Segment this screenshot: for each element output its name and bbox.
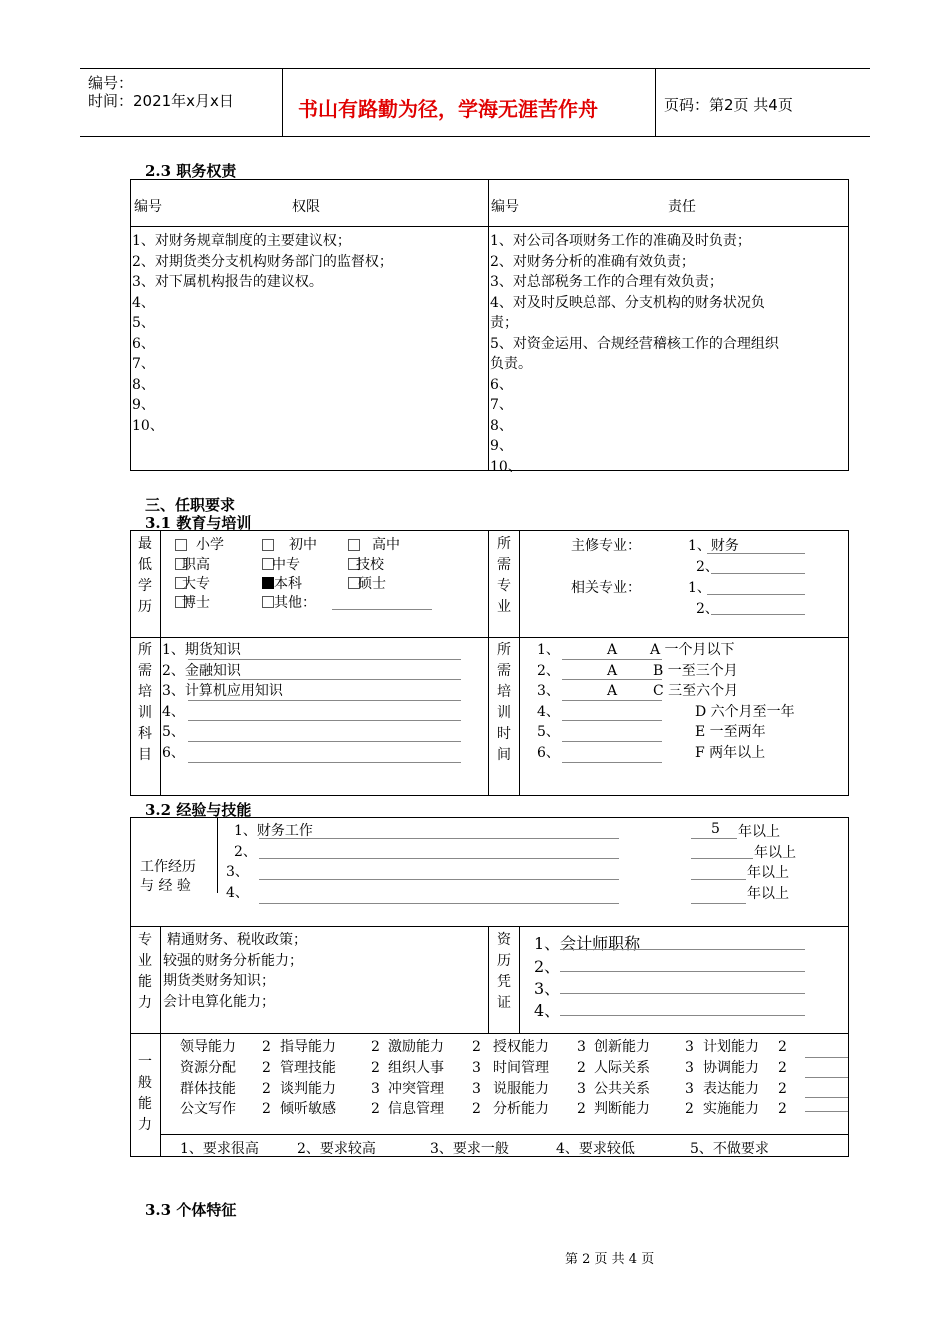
ability-name: 时间管理 — [493, 1059, 549, 1076]
list-item: 10、 — [490, 458, 522, 475]
option-master: 硕士 — [358, 576, 386, 592]
option-technical-secondary: 中专 — [272, 557, 300, 573]
work-label-divider — [217, 817, 218, 893]
general-ability-row — [180, 1079, 810, 1100]
ability-name: 指导能力 — [280, 1039, 336, 1055]
ability-name: 倾听敏感 — [280, 1101, 336, 1118]
related-major-label: 相关专业： — [571, 580, 641, 596]
checkbox-other[interactable] — [262, 596, 274, 608]
rights-table-header-rule — [130, 226, 849, 227]
work-item-line[interactable] — [259, 903, 619, 904]
checkbox-senior-high[interactable] — [348, 539, 360, 551]
ability-legend-1: 1、要求很高 — [180, 1141, 259, 1157]
rights-num-header: 编号 — [134, 199, 162, 215]
ability-level: 2 — [262, 1080, 271, 1097]
training-time-value — [562, 743, 662, 764]
duties-num-header: 编号 — [491, 199, 519, 215]
general-ability-row — [180, 1037, 810, 1058]
list-item: 5、 — [537, 724, 560, 741]
education-row-rule — [130, 637, 849, 638]
ability-name: 说服能力 — [493, 1080, 549, 1097]
list-item: 2、对期货类分支机构财务部门的监督权； — [132, 253, 393, 270]
ability-name: 激励能力 — [388, 1039, 444, 1055]
work-years-line[interactable] — [691, 903, 746, 904]
general-ability-row — [180, 1058, 810, 1079]
training-time-value: A — [606, 683, 618, 700]
list-item: 5、 — [132, 315, 155, 331]
option-bachelor: 本科 — [274, 576, 302, 592]
min-education-label: 最 低 学 历 — [138, 536, 152, 615]
main-major-label: 主修专业： — [571, 538, 641, 554]
related-major-2-line[interactable] — [711, 614, 805, 615]
work-years-line[interactable] — [691, 838, 737, 839]
option-senior-high: 高中 — [372, 537, 400, 553]
ability-name: 领导能力 — [180, 1039, 236, 1055]
ability-name: 群体技能 — [180, 1080, 236, 1097]
section-3-3-title: 3.3 个体特征 — [145, 1201, 237, 1219]
training-time-value: A — [606, 662, 618, 679]
work-item-line[interactable] — [259, 879, 619, 880]
work-years-suffix: 年以上 — [747, 865, 789, 881]
list-item: 期货类财务知识； — [163, 973, 275, 990]
ability-level: 2 — [371, 1059, 380, 1076]
rights-header: 权限 — [292, 199, 320, 215]
ability-level: 3 — [685, 1039, 694, 1055]
ability-level: 3 — [472, 1080, 481, 1097]
ability-name: 协调能力 — [703, 1059, 759, 1076]
skills-mid-divider — [488, 926, 489, 1033]
cert-label-divider — [519, 926, 520, 1033]
professional-ability-label: 专 业 能 力 — [138, 932, 152, 1011]
certificate-line[interactable] — [560, 949, 805, 950]
work-years-suffix: 年以上 — [747, 886, 789, 902]
training-time-line[interactable] — [562, 679, 662, 680]
legend-item: F 两年以上 — [695, 744, 766, 761]
ability-extra-line[interactable] — [805, 1097, 848, 1098]
training-time-value: A — [606, 642, 618, 658]
experience-row-rule — [130, 926, 849, 927]
ability-legend-2: 2、要求较高 — [297, 1141, 376, 1157]
certificate-item: 3、 — [534, 979, 561, 998]
header-page: 页码：第2页 共4页 — [664, 96, 793, 114]
ability-level: 2 — [685, 1101, 694, 1118]
training-subject-line[interactable] — [188, 679, 461, 680]
list-item: 7、 — [490, 397, 513, 413]
certificate-item: 1、会计师职称 — [534, 934, 641, 953]
training-subject-line[interactable] — [188, 741, 461, 742]
list-item: 4、 — [226, 884, 249, 901]
certificate-label: 资 历 凭 证 — [497, 932, 511, 1011]
ability-level: 2 — [472, 1101, 481, 1118]
header-motto: 书山有路勤为径，学海无涯苦作舟 — [298, 97, 598, 121]
main-major-2: 2、 — [696, 559, 719, 575]
option-technical-school: 技校 — [356, 557, 384, 573]
ability-legend-3: 3、要求一般 — [430, 1141, 509, 1157]
legend-item: E 一至两年 — [695, 724, 766, 741]
training-subject-line[interactable] — [188, 659, 461, 660]
skills-label-divider — [160, 926, 161, 1157]
other-education-input-line[interactable] — [332, 609, 432, 610]
legend-item: C 三至六个月 — [653, 683, 739, 700]
ability-level: 2 — [472, 1039, 481, 1055]
list-item: 负责。 — [490, 356, 532, 372]
ability-extra-line[interactable] — [805, 1111, 848, 1112]
education-mid-divider — [488, 530, 489, 796]
work-item-line[interactable] — [259, 858, 619, 859]
work-item-line[interactable] — [259, 838, 619, 839]
list-item: 4、对及时反映总部、分支机构的财务状况负 — [490, 294, 765, 311]
ability-name: 谈判能力 — [280, 1080, 336, 1097]
training-time-label: 所 需 培 训 时 间 — [497, 642, 511, 763]
ability-name: 创新能力 — [594, 1039, 650, 1055]
training-subject-line[interactable] — [188, 720, 461, 721]
header-divider-right — [655, 68, 656, 136]
list-item: 1、 — [537, 642, 560, 658]
list-item: 1、财务工作 — [234, 823, 313, 839]
duties-list — [490, 231, 779, 477]
training-time-line[interactable] — [562, 762, 662, 763]
header-divider-left — [282, 68, 283, 136]
list-item: 8、 — [490, 417, 513, 434]
skills-row-rule — [130, 1033, 849, 1034]
header-top-rule — [80, 68, 870, 69]
ability-name: 公共关系 — [594, 1080, 650, 1097]
legend-item: A 一个月以下 — [650, 642, 735, 658]
main-major-1-line[interactable] — [707, 553, 805, 554]
list-item: 责； — [490, 315, 518, 331]
list-item: 4、 — [537, 703, 560, 720]
training-time-value — [562, 722, 662, 743]
work-experience-label: 工作经历 — [140, 859, 196, 875]
ability-level: 2 — [778, 1080, 787, 1097]
training-time-nums — [537, 640, 560, 764]
section-3-title: 三、任职要求 — [145, 496, 236, 514]
ability-legend-4: 4、要求较低 — [556, 1141, 635, 1157]
list-item: 6、 — [162, 744, 185, 761]
list-item: 1、期货知识 — [162, 642, 241, 658]
certificate-line[interactable] — [560, 1015, 805, 1016]
list-item: 3、计算机应用知识 — [162, 683, 283, 700]
list-item: 3、 — [537, 683, 560, 700]
header-number: 编号： — [88, 74, 134, 92]
ability-level: 2 — [371, 1039, 380, 1055]
list-item: 8、 — [132, 376, 155, 393]
ability-name: 实施能力 — [703, 1101, 759, 1118]
list-item: 1、对财务规章制度的主要建议权； — [132, 233, 351, 249]
footer-page-number: 第 2 页 共 4 页 — [565, 1252, 655, 1267]
main-major-2-line[interactable] — [711, 573, 805, 574]
ability-level: 2 — [371, 1101, 380, 1118]
list-item: 9、 — [132, 397, 155, 413]
ability-level: 3 — [577, 1080, 586, 1097]
general-ability-label: 一 般 能 力 — [138, 1054, 152, 1133]
legend-item: B 一至三个月 — [653, 662, 738, 679]
list-item: 6、 — [490, 376, 513, 393]
work-years-value: 5 — [711, 821, 720, 837]
related-major-2: 2、 — [696, 601, 719, 617]
ability-name: 计划能力 — [703, 1039, 759, 1055]
ability-name: 表达能力 — [703, 1080, 759, 1097]
ability-name: 人际关系 — [594, 1059, 650, 1076]
section-2-3-title: 2.3 职务权责 — [145, 162, 237, 180]
list-item: 3、 — [226, 864, 249, 881]
ability-name: 公文写作 — [180, 1101, 236, 1118]
option-vocational: 职高 — [182, 557, 210, 573]
general-ability-row — [180, 1099, 810, 1120]
ability-level: 3 — [577, 1039, 586, 1055]
education-label-divider-right — [519, 530, 520, 796]
list-item: 2、金融知识 — [162, 662, 241, 679]
major-label: 所 需 专 业 — [497, 536, 511, 615]
work-years-line[interactable] — [691, 879, 746, 880]
ability-level: 2 — [577, 1059, 586, 1076]
list-item: 5、对资金运用、合规经营稽核工作的合理组织 — [490, 335, 779, 352]
work-years-suffix: 年以上 — [754, 845, 796, 861]
list-item: 2、 — [537, 662, 560, 679]
ability-name: 冲突管理 — [388, 1080, 444, 1097]
checkbox-primary[interactable] — [175, 539, 187, 551]
main-major-1: 1、财务 — [688, 538, 739, 554]
related-major-1: 1、 — [688, 580, 711, 596]
ability-level: 3 — [371, 1080, 380, 1097]
ability-level: 3 — [685, 1080, 694, 1097]
ability-name: 管理技能 — [280, 1059, 336, 1076]
ability-name: 分析能力 — [493, 1101, 549, 1118]
ability-level: 3 — [472, 1059, 481, 1076]
training-time-legend — [650, 640, 795, 764]
related-major-1-line[interactable] — [707, 594, 805, 595]
training-subject-line[interactable] — [188, 700, 461, 701]
list-item: 9、 — [490, 438, 513, 454]
training-time-line[interactable] — [562, 659, 662, 660]
list-item: 10、 — [132, 417, 164, 434]
certificate-item: 2、 — [534, 957, 561, 976]
option-primary: 小学 — [196, 537, 224, 553]
ability-name: 授权能力 — [493, 1039, 549, 1055]
work-experience-label-2: 与 经 验 — [140, 878, 191, 894]
list-item: 5、 — [162, 724, 185, 741]
rights-table-divider — [488, 179, 489, 471]
ability-name: 组织人事 — [388, 1059, 444, 1076]
certificate-item: 4、 — [534, 1001, 561, 1020]
duties-header: 责任 — [668, 199, 696, 215]
header-time: 时间：2021年x月x日 — [88, 92, 234, 110]
option-other: 其他： — [274, 595, 316, 611]
training-subject-line[interactable] — [188, 762, 461, 763]
list-item: 6、 — [537, 744, 560, 761]
general-legend-rule — [160, 1134, 849, 1135]
ability-level: 2 — [778, 1059, 787, 1076]
ability-level: 2 — [577, 1101, 586, 1118]
section-3-1-title: 3.1 教育与培训 — [145, 514, 252, 532]
training-time-line[interactable] — [562, 741, 662, 742]
list-item: 会计电算化能力； — [163, 993, 275, 1010]
section-3-2-title: 3.2 经验与技能 — [145, 801, 252, 819]
checkbox-bachelor[interactable] — [262, 577, 274, 589]
list-item: 精通财务、税收政策； — [167, 932, 307, 948]
ability-level: 2 — [262, 1039, 271, 1055]
list-item: 1、对公司各项财务工作的准确及时负责； — [490, 233, 751, 249]
ability-name: 资源分配 — [180, 1059, 236, 1076]
work-years-line[interactable] — [691, 858, 753, 859]
list-item: 7、 — [132, 356, 155, 372]
ability-level: 2 — [778, 1039, 787, 1055]
rights-list — [132, 231, 393, 436]
certificate-line[interactable] — [560, 971, 805, 972]
checkbox-junior-high[interactable] — [262, 539, 274, 551]
training-time-line[interactable] — [562, 720, 662, 721]
legend-item: D 六个月至一年 — [695, 703, 795, 720]
work-experience-list — [226, 821, 313, 903]
list-item: 较强的财务分析能力； — [163, 952, 303, 969]
ability-name: 信息管理 — [388, 1101, 444, 1118]
list-item: 4、 — [132, 294, 155, 311]
option-doctor: 博士 — [182, 595, 210, 611]
option-junior-high: 初中 — [289, 537, 317, 553]
education-label-divider-left — [160, 530, 161, 796]
list-item: 4、 — [162, 703, 185, 720]
list-item: 3、对总部税务工作的合理有效负责； — [490, 274, 723, 290]
ability-level: 2 — [262, 1101, 271, 1118]
list-item: 2、 — [234, 843, 257, 860]
ability-name: 判断能力 — [594, 1101, 650, 1118]
ability-level: 2 — [778, 1101, 787, 1118]
ability-level: 3 — [685, 1059, 694, 1076]
list-item: 3、对下属机构报告的建议权。 — [132, 274, 323, 290]
training-time-line[interactable] — [562, 700, 662, 701]
ability-legend-5: 5、不做要求 — [690, 1141, 769, 1157]
training-subject-label: 所 需 培 训 科 目 — [138, 642, 152, 763]
ability-extra-line[interactable] — [805, 1077, 848, 1078]
ability-level: 2 — [262, 1059, 271, 1076]
certificate-line[interactable] — [560, 993, 805, 994]
list-item: 2、对财务分析的准确有效负责； — [490, 253, 695, 270]
general-ability-grid — [180, 1037, 810, 1120]
header-bottom-rule — [80, 136, 870, 137]
list-item: 6、 — [132, 335, 155, 352]
ability-extra-line[interactable] — [805, 1057, 848, 1058]
professional-ability-list — [163, 930, 307, 1012]
work-years-suffix: 年以上 — [738, 824, 780, 840]
option-college: 大专 — [182, 576, 210, 592]
